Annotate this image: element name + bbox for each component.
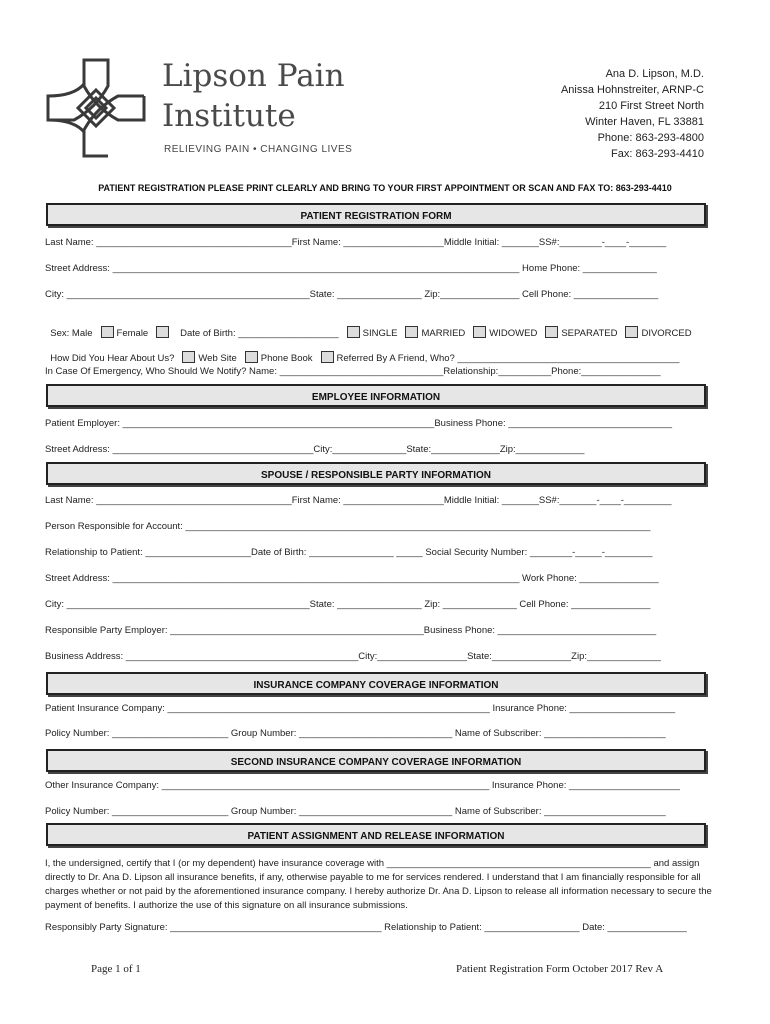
contact-line: 210 First Street North: [598, 100, 704, 112]
female-label: Female: [116, 328, 149, 339]
employer-address-line[interactable]: Street Address: ______________________________________City:______________State:_____________Zip:_____________: [45, 444, 585, 455]
spouse-relationship-line[interactable]: Relationship to Patient: ____________________Date of Birth: ________________ _____ Social Security Number: ________-_____-_________: [45, 547, 653, 558]
single-checkbox[interactable]: [347, 326, 360, 338]
page-number: Page 1 of 1: [91, 963, 141, 975]
logo-name-line2: Institute: [162, 98, 296, 134]
male-checkbox[interactable]: [101, 326, 114, 338]
hear-about-label: How Did You Hear About Us?: [50, 353, 175, 364]
insurance-company-line[interactable]: Patient Insurance Company: _____________________________________________________________ Insurance Phone: ____________________: [45, 703, 676, 714]
logo: [44, 56, 364, 160]
section-assignment: PATIENT ASSIGNMENT AND RELEASE INFORMATION: [46, 823, 706, 846]
patient-sex-marital-line: [45, 315, 692, 339]
responsible-person-line[interactable]: Person Responsible for Account: ________________________________________________________________________________________: [45, 521, 651, 532]
second-insurance-company-line[interactable]: Other Insurance Company: ______________________________________________________________ Insurance Phone: _____________________: [45, 780, 680, 791]
website-label: Web Site: [198, 353, 237, 364]
contact-line: Phone: 863-293-4800: [597, 132, 704, 144]
widowed-label: WIDOWED: [489, 328, 538, 339]
referred-checkbox[interactable]: [321, 351, 334, 363]
married-label: MARRIED: [421, 328, 466, 339]
spouse-city-line[interactable]: City: ______________________________________________State: ________________ Zip: ______________ Cell Phone: _______________: [45, 599, 651, 610]
spouse-name-line[interactable]: Last Name: _____________________________________First Name: ___________________Middle Initial: _______SS#:_______-____-_________: [45, 495, 672, 506]
contact-block: [561, 66, 704, 162]
patient-city-line[interactable]: City: ______________________________________________State: ________________ Zip:_______________ Cell Phone: ________________: [45, 289, 659, 300]
female-checkbox[interactable]: [156, 326, 169, 338]
section-patient-registration: PATIENT REGISTRATION FORM: [46, 203, 706, 226]
phonebook-checkbox[interactable]: [245, 351, 258, 363]
signature-line[interactable]: Responsibly Party Signature: ________________________________________ Relationship to Patient: __________________ Date: _______________: [45, 922, 687, 933]
patient-name-line[interactable]: Last Name: _____________________________________First Name: ___________________Middle Initial: _______SS#:________-____-_______: [45, 237, 667, 248]
form-revision: Patient Registration Form October 2017 Rev A: [456, 963, 664, 975]
referred-field[interactable]: Referred By A Friend, Who? __________________________________________: [336, 353, 680, 364]
employer-line[interactable]: Patient Employer: ___________________________________________________________Business Phone: _______________________________: [45, 418, 673, 429]
married-checkbox[interactable]: [405, 326, 418, 338]
insurance-policy-line[interactable]: Policy Number: ______________________ Group Number: _____________________________ Name of Subscriber: _______________________: [45, 728, 666, 739]
section-second-insurance: SECOND INSURANCE COMPANY COVERAGE INFORMATION: [46, 749, 706, 772]
logo-tagline: RELIEVING PAIN • CHANGING LIVES: [164, 144, 353, 155]
section-employee: EMPLOYEE INFORMATION: [46, 384, 706, 407]
second-insurance-policy-line[interactable]: Policy Number: ______________________ Group Number: _____________________________ Name of Subscriber: _______________________: [45, 806, 666, 817]
phonebook-label: Phone Book: [260, 353, 313, 364]
single-label: SINGLE: [362, 328, 398, 339]
divorced-checkbox[interactable]: [625, 326, 638, 338]
contact-line: Ana D. Lipson, M.D.: [605, 68, 704, 80]
website-checkbox[interactable]: [182, 351, 195, 363]
contact-line: Anissa Hohnstreiter, ARNP-C: [560, 84, 704, 96]
emergency-contact-line[interactable]: In Case Of Emergency, Who Should We Notify? Name: _______________________________Relationship:__________Phone:_______________: [45, 366, 661, 377]
patient-address-line[interactable]: Street Address: _____________________________________________________________________________ Home Phone: ______________: [45, 263, 657, 274]
spouse-employer-line[interactable]: Responsible Party Employer: ________________________________________________Business Phone: ______________________________: [45, 625, 657, 636]
section-insurance: INSURANCE COMPANY COVERAGE INFORMATION: [46, 672, 706, 695]
referral-line: [45, 340, 679, 364]
sex-label: Sex: Male: [50, 328, 93, 339]
registration-notice: PATIENT REGISTRATION PLEASE PRINT CLEARLY AND BRING TO YOUR FIRST APPOINTMENT OR SCAN AND FAX TO: 863-293-4410: [98, 183, 672, 193]
widowed-checkbox[interactable]: [473, 326, 486, 338]
spouse-business-address-line[interactable]: Business Address: ____________________________________________City:_________________State:_______________Zip:______________: [45, 651, 661, 662]
separated-label: SEPARATED: [561, 328, 618, 339]
divorced-label: DIVORCED: [641, 328, 692, 339]
contact-line: Fax: 863-293-4410: [611, 148, 704, 160]
logo-name-line1: Lipson Pain: [162, 58, 345, 94]
spouse-address-line[interactable]: Street Address: _____________________________________________________________________________ Work Phone: _______________: [45, 573, 659, 584]
contact-line: Winter Haven, FL 33881: [585, 116, 704, 128]
assignment-paragraph: I, the undersigned, certify that I (or my dependent) have insurance coverage with __________________________________________________ and assign directly to Dr. Ana D. Lipson all insurance benefits, if any, otherwise payable to me for services rendered. I understand that I am financially responsible for all charges whether or not paid by the aforementioned insurance company. I hereby authorize Dr. Ana D. Lipson to release all information necessary to secure the payment of benefits. I authorize the use of this signature on all insurance submissions.: [45, 858, 712, 911]
logo-mark-icon: [44, 56, 148, 160]
dob-field[interactable]: Date of Birth: ___________________: [180, 328, 339, 339]
separated-checkbox[interactable]: [545, 326, 558, 338]
section-spouse: SPOUSE / RESPONSIBLE PARTY INFORMATION: [46, 462, 706, 485]
